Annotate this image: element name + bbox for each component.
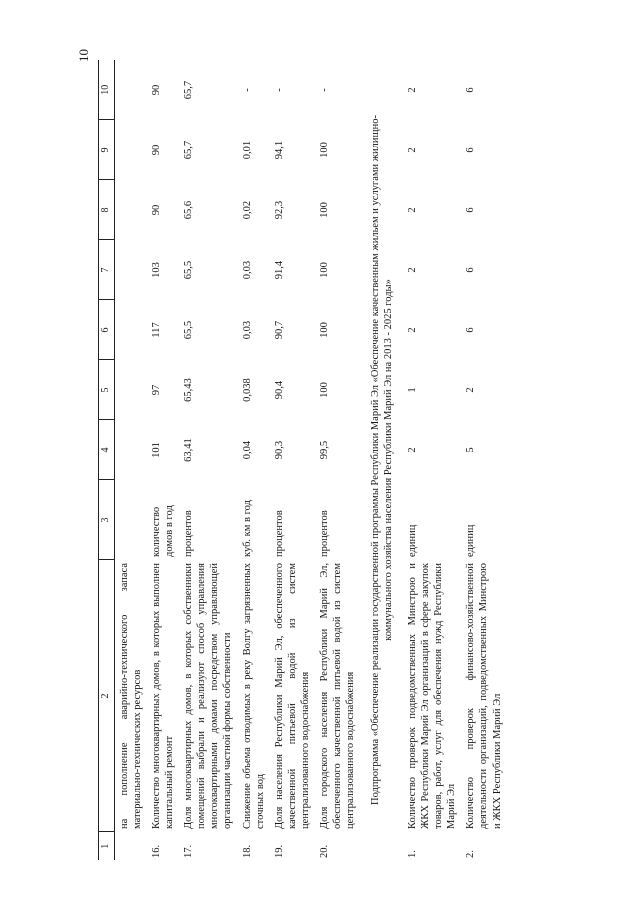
unit-of-measure: процентов <box>319 510 331 557</box>
indicator-value: 6 <box>465 207 477 213</box>
indicator-value <box>114 60 147 120</box>
row-number: 18. <box>241 844 253 858</box>
table-row <box>147 60 179 860</box>
indicator-value: 1 <box>406 387 418 393</box>
indicator-value: 100 <box>319 262 331 278</box>
indicator-value: 65,5 <box>183 320 194 340</box>
indicator-description: Доля населения Республики Марий Эл, обеспеченного качественной питьевой водой из систем централизованного водоснабжения <box>273 563 311 829</box>
indicator-value: 0,03 <box>241 260 253 280</box>
indicator-description: Доля городского населения Республики Марий Эл, обеспеченного качественной питьевой водой из систем централизованного водоснабжения <box>319 563 357 829</box>
indicator-value: - <box>273 88 285 92</box>
subprogram-title: Подпрограмма «Обеспечение реализации государственной программы Республики Марий Эл «Обеспечение качественным жильем и услугами жилищно-коммунального хозяйства населения Республики Марий Эл на 2013 - 2025 годы» <box>369 115 394 805</box>
indicator-value: 100 <box>319 202 331 218</box>
indicator-value: 65,7 <box>183 140 194 160</box>
indicator-description: Снижение объема отводимых в реку Волгу загрязненных сточных вод <box>241 563 266 829</box>
col-header: 2 <box>99 560 115 832</box>
indicators-table <box>98 60 507 860</box>
subprogram-title-row <box>361 60 403 860</box>
indicator-value: 117 <box>150 322 162 338</box>
row-number: 2. <box>465 850 477 858</box>
unit-of-measure: процентов <box>183 510 194 557</box>
col-header: 6 <box>99 300 115 360</box>
indicator-value: 100 <box>319 142 331 158</box>
unit-of-measure: количество домов в год <box>150 505 175 557</box>
indicator-value: 6 <box>465 327 477 333</box>
page-number: 10 <box>76 49 91 62</box>
indicator-value: 97 <box>150 384 162 396</box>
indicator-value: 6 <box>465 267 477 273</box>
col-header: 8 <box>99 180 115 240</box>
indicator-value: 0,04 <box>241 440 253 460</box>
indicator-value: 101 <box>150 442 162 458</box>
table-row <box>114 60 147 860</box>
unit-of-measure: куб. км в год <box>241 500 253 557</box>
unit-of-measure: единиц <box>406 524 418 557</box>
indicator-value: 0,02 <box>241 200 253 220</box>
indicator-value: 90,4 <box>273 380 285 400</box>
table-row <box>461 60 506 860</box>
indicator-value: 92,3 <box>273 200 285 220</box>
indicator-value: 90 <box>150 144 162 156</box>
indicator-description: Количество проверок подведомственных Минстрою и ЖКХ Республики Марий Эл организаций в сфере закупок товаров, работ, услуг для обеспечения нужд Республики Марий Эл <box>406 563 458 829</box>
indicator-value <box>114 240 147 300</box>
indicator-value: 0,038 <box>241 378 253 402</box>
row-number: 20. <box>319 844 331 858</box>
indicator-value: 103 <box>150 262 162 278</box>
indicator-value: - <box>241 88 253 92</box>
col-header: 7 <box>99 240 115 300</box>
col-header: 10 <box>99 60 115 120</box>
indicator-value: 94,1 <box>273 140 285 160</box>
unit-of-measure <box>114 480 147 560</box>
row-number: 16. <box>150 844 162 858</box>
indicator-value: 6 <box>465 147 477 153</box>
indicator-value: 90,3 <box>273 440 285 460</box>
indicator-value: 2 <box>406 327 418 333</box>
indicator-description: на пополнение аварийно-технического запаса материально-технических ресурсов <box>118 563 143 829</box>
row-number: 19. <box>273 844 285 858</box>
row-number: 17. <box>183 844 194 858</box>
row-number <box>114 832 147 860</box>
indicator-value: 2 <box>465 387 477 393</box>
unit-of-measure: процентов <box>273 510 285 557</box>
column-number-header <box>99 60 115 860</box>
indicator-value: 65,5 <box>183 260 194 280</box>
indicator-value: 90 <box>150 204 162 216</box>
indicator-value: 99,5 <box>319 440 331 460</box>
indicator-value: 0,01 <box>241 140 253 160</box>
indicator-value: 2 <box>406 207 418 213</box>
indicator-description: Количество проверок финансово-хозяйственной деятельности организаций, подведомственных Минстрою и ЖКХ Республики Марий Эл <box>465 563 503 829</box>
col-header: 9 <box>99 120 115 180</box>
table-row <box>315 60 360 860</box>
col-header: 4 <box>99 420 115 480</box>
indicator-value: 6 <box>465 87 477 93</box>
indicator-description: Доля многоквартирных домов, в которых собственники помещений выбрали и реализуют способ управления многоквартирными домами посредством управляющей организации частной формы собственности <box>183 563 234 829</box>
indicator-value: 90,7 <box>273 320 285 340</box>
indicator-value: 2 <box>406 147 418 153</box>
indicator-value <box>114 420 147 480</box>
indicator-value: 91,4 <box>273 260 285 280</box>
indicator-value <box>114 120 147 180</box>
unit-of-measure: единиц <box>465 524 477 557</box>
indicator-value <box>114 300 147 360</box>
indicator-value: 90 <box>150 84 162 96</box>
table-row <box>179 60 238 860</box>
indicator-value: 5 <box>465 447 477 453</box>
row-number: 1. <box>406 850 418 858</box>
table-row <box>238 60 270 860</box>
col-header: 1 <box>99 832 115 860</box>
indicator-value <box>114 180 147 240</box>
indicator-value: 100 <box>319 382 331 398</box>
table-row <box>403 60 462 860</box>
indicator-value: 2 <box>406 87 418 93</box>
indicator-value: 0,03 <box>241 320 253 340</box>
indicator-description: Количество многоквартирных домов, в которых выполнен капитальный ремонт <box>150 563 175 829</box>
table-row <box>270 60 315 860</box>
indicator-value: 65,7 <box>183 80 194 100</box>
rotated-page-content <box>98 60 538 860</box>
indicator-value: - <box>319 88 331 92</box>
indicator-value: 65,6 <box>183 200 194 220</box>
col-header: 3 <box>99 480 115 560</box>
indicator-value: 63,41 <box>183 438 194 462</box>
indicator-value: 65,43 <box>183 378 194 402</box>
indicator-value: 100 <box>319 322 331 338</box>
col-header: 5 <box>99 360 115 420</box>
indicator-value: 2 <box>406 447 418 453</box>
indicator-value: 2 <box>406 267 418 273</box>
indicator-value <box>114 360 147 420</box>
